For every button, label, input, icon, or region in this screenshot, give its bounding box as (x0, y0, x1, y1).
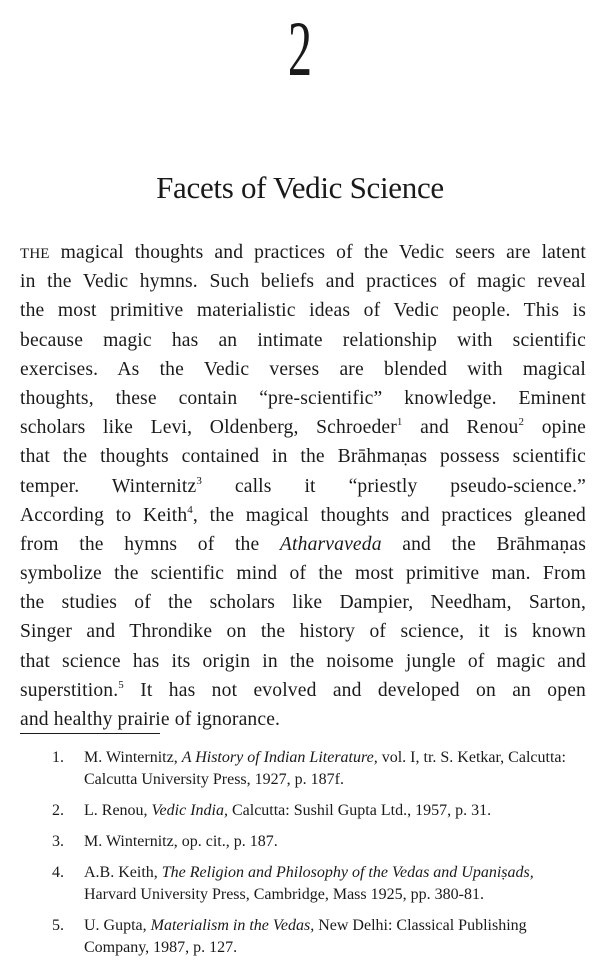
footnotes (20, 747, 586, 968)
italic-title: Atharvaveda (279, 533, 382, 555)
footnote-ref[interactable]: 5 (118, 678, 124, 691)
footnote-number: 4. (52, 864, 64, 881)
footnote-ref[interactable]: 4 (187, 503, 193, 516)
body-paragraph (20, 238, 586, 734)
footnote (20, 862, 586, 906)
footnote (20, 800, 586, 822)
footnote-text: U. Gupta, Materialism in the Vedas, New Delhi: Classical Publishing Company, 1987, p. 127. (84, 917, 527, 956)
footnote (20, 831, 586, 853)
footnote-text: M. Winternitz, op. cit., p. 187. (84, 833, 278, 850)
footnote-text: M. Winternitz, A History of Indian Literature, vol. I, tr. S. Ketkar, Calcutta: Calcutta University Press, 1927, p. 187f. (84, 749, 566, 788)
paragraph-line: temper. Winternitz$^3$ calls it “priestly pseudo-science.” (20, 474, 586, 497)
paragraph-line: that the thoughts contained in the Brāhmaṇas possess scientific (20, 446, 586, 468)
footnote-ref[interactable]: 2 (518, 416, 525, 429)
footnote-number: 2. (52, 802, 64, 819)
paragraph-line: in the Vedic hymns. Such beliefs and practices of magic reveal (20, 271, 586, 293)
footnote-number: 1. (52, 749, 64, 766)
paragraph-line: According to Keith$^4$, the magical thoughts and practices gleaned (20, 503, 586, 526)
chapter-title: Facets of Vedic Science (156, 170, 444, 205)
small-caps-word: THE (20, 246, 50, 262)
footnote (20, 747, 586, 791)
paragraph-line: THE magical thoughts and practices of the Vedic seers are latent (20, 242, 586, 263)
footnote-text: A.B. Keith, The Religion and Philosophy of the Vedas and Upaniṣads, Harvard University Press, Cambridge, Mass 1925, pp. 380-81. (84, 864, 534, 903)
paragraph-line: Singer and Throndike on the history of science, it is known (20, 621, 586, 643)
paragraph-line: the most primitive materialistic ideas of Vedic people. This is (20, 300, 586, 322)
paragraph-line: superstition.$^5$ It has not evolved and developed on an open (20, 678, 586, 701)
paragraph-line: scholars like Levi, Oldenberg, Schroeder$^1$ and Renou$^2$ opine (20, 416, 586, 439)
paragraph-line: thoughts, these contain “pre-scientific” knowledge. Eminent (20, 387, 586, 409)
footnote-number: 3. (52, 833, 64, 850)
footnote-ref[interactable]: 3 (196, 474, 202, 487)
paragraph-line: the studies of the scholars like Dampier, Needham, Sarton, (20, 592, 586, 614)
footnote-text: L. Renou, Vedic India, Calcutta: Sushil Gupta Ltd., 1957, p. 31. (84, 802, 492, 819)
footnote-ref[interactable]: 1 (396, 416, 403, 429)
footnote-divider (20, 733, 160, 734)
footnote (20, 915, 586, 959)
paragraph-line: that science has its origin in the noisome jungle of magic and (20, 650, 586, 672)
footnote-number: 5. (52, 917, 64, 934)
paragraph-line: from the hymns of the Atharvaveda and the Brāhmaṇas (20, 533, 586, 555)
paragraph-line: and healthy prairie of ignorance. (20, 709, 281, 730)
paragraph-line: because magic has an intimate relationship with scientific (20, 329, 586, 351)
paragraph-line: exercises. As the Vedic verses are blended with magical (20, 358, 586, 380)
chapter-number: 2 (287, 5, 313, 92)
paragraph-line: symbolize the scientific mind of the most primitive man. From (20, 563, 586, 585)
